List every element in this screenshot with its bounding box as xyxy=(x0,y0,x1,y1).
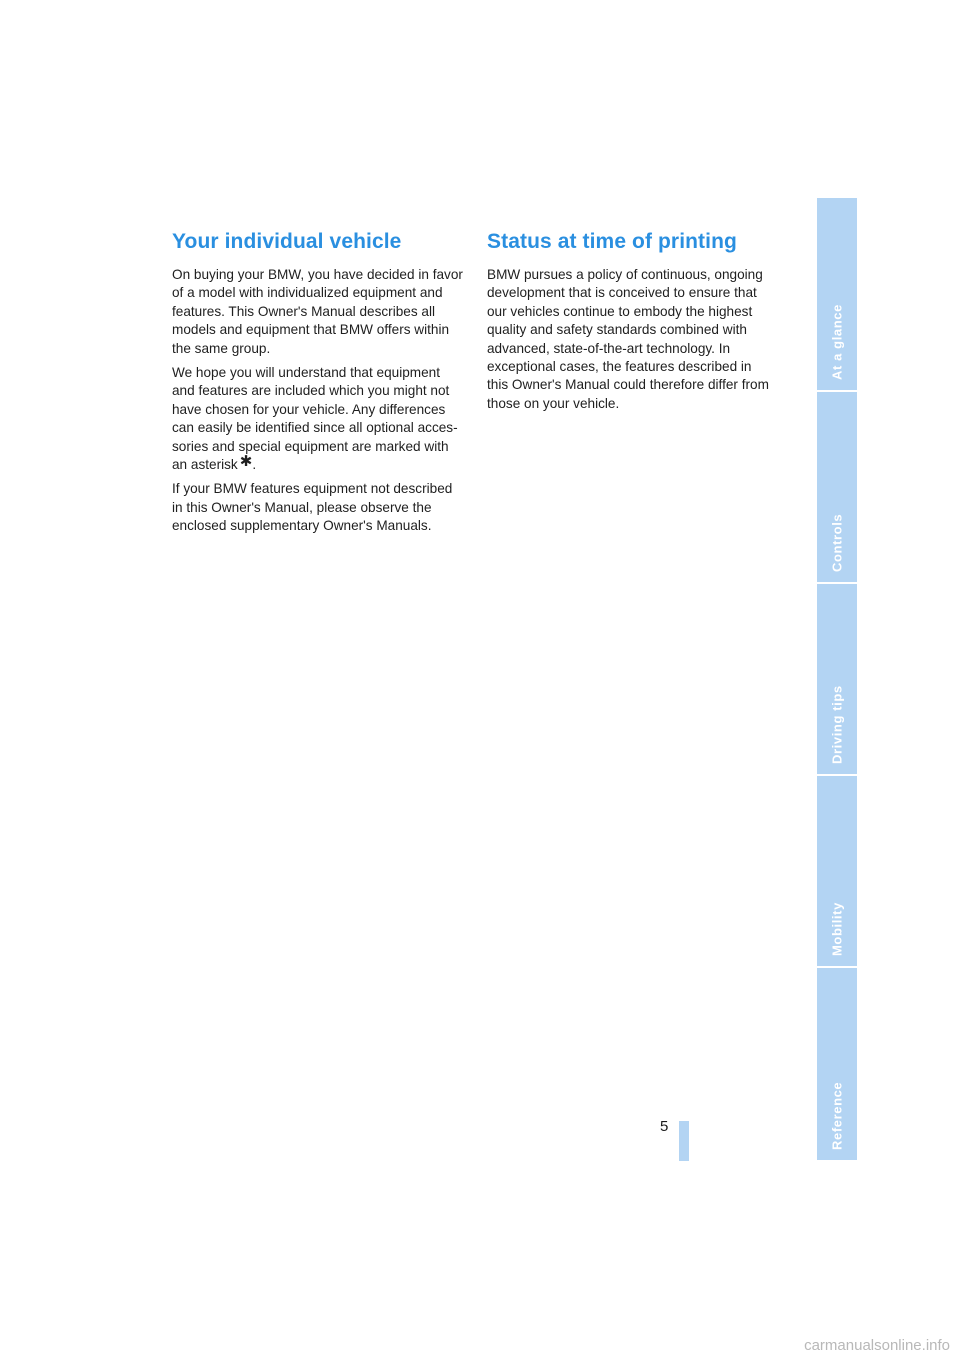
tab-at-a-glance[interactable] xyxy=(817,198,857,392)
tab-mobility[interactable] xyxy=(817,776,857,968)
right-column xyxy=(487,228,783,419)
page-number-bar xyxy=(679,1121,689,1161)
section-tab-bar xyxy=(817,198,857,1160)
asterisk-icon: ✱ xyxy=(239,453,253,471)
text-line: can easily be identified since all optional acces- xyxy=(172,420,458,436)
text-line: in this Owner's Manual, please observe the xyxy=(172,499,432,515)
section-heading-individual-vehicle: Your individual vehicle xyxy=(172,230,402,253)
text-line: of a model with individualized equipment and xyxy=(172,285,443,301)
text-line: We hope you will understand that equipment xyxy=(172,365,441,381)
text-line-asterisk xyxy=(172,453,468,474)
text-line: development that is conceived to ensure that xyxy=(487,285,757,301)
paragraph-supplementary xyxy=(172,480,468,535)
tab-label: Reference xyxy=(829,1081,845,1150)
paragraph-optional-equipment xyxy=(172,364,468,474)
paragraph-status xyxy=(487,266,783,413)
tab-label: Mobility xyxy=(829,902,845,956)
text-line: this Owner's Manual could therefore differ from xyxy=(487,377,769,393)
text-line: features. This Owner's Manual describes all xyxy=(172,303,436,319)
text-line: enclosed supplementary Owner's Manuals. xyxy=(172,518,432,534)
text-line: and features are included which you might not xyxy=(172,383,450,399)
text-line: an asterisk xyxy=(172,457,238,473)
page-number: 5 xyxy=(660,1118,669,1135)
tab-reference[interactable] xyxy=(817,968,857,1160)
tab-label: At a glance xyxy=(829,304,845,380)
text-line: those on your vehicle. xyxy=(487,395,620,411)
text-line: quality and safety standards combined with xyxy=(487,322,747,338)
tab-label: Driving tips xyxy=(829,685,845,764)
text-line: exceptional cases, the features described in xyxy=(487,359,752,375)
text-line: models and equipment that BMW offers within xyxy=(172,322,450,338)
tab-label: Controls xyxy=(829,513,845,572)
watermark: carmanualsonline.info xyxy=(804,1337,950,1354)
left-column xyxy=(172,228,468,542)
text-line: If your BMW features equipment not described xyxy=(172,481,453,497)
text-line: BMW pursues a policy of continuous, ongoing xyxy=(487,267,763,282)
text-line: have chosen for your vehicle. Any differences xyxy=(172,401,446,417)
tab-controls[interactable] xyxy=(817,392,857,584)
text-line: sories and special equipment are marked with xyxy=(172,438,449,454)
text-line: our vehicles continue to embody the highest xyxy=(487,303,753,319)
text-line: On buying your BMW, you have decided in favor xyxy=(172,267,463,282)
sentence-end: . xyxy=(252,457,257,473)
paragraph-intro xyxy=(172,266,468,358)
text-line: advanced, state-of-the-art technology. In xyxy=(487,340,731,356)
tab-driving-tips[interactable] xyxy=(817,584,857,776)
text-line: the same group. xyxy=(172,340,271,356)
section-heading-status-printing: Status at time of printing xyxy=(487,230,737,253)
